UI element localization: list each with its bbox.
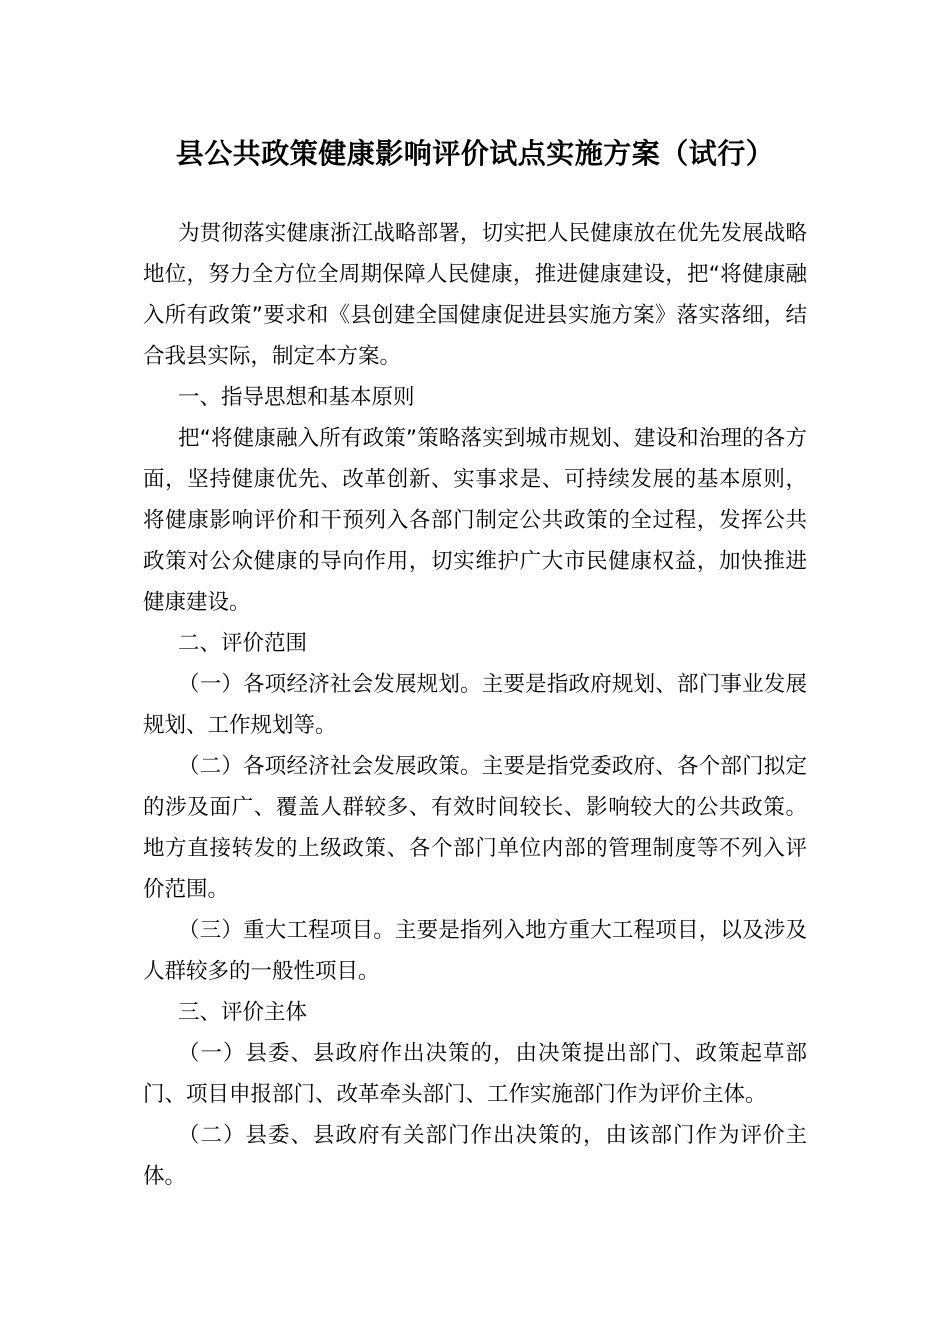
scope-item-plans: （一）各项经济社会发展规划。主要是指政府规划、部门事业发展规划、工作规划等。 — [143, 672, 807, 738]
section-heading-guiding-principles: 一、指导思想和基本原则 — [178, 385, 415, 410]
guiding-principles-paragraph: 把“将健康融入所有政策”策略落实到城市规划、建设和治理的各方面，坚持健康优先、改革创新、实事求是、可持续发展的基本原则，将健康影响评价和干预列入各部门制定公共政策的全过程，发挥公共政策对公众健康的导向作用，切实维护广大市民健康权益，加快推进健康建设。 — [143, 426, 807, 615]
intro-paragraph: 为贯彻落实健康浙江战略部署，切实把人民健康放在优先发展战略地位，努力全方位全周期保障人民健康，推进健康建设，把“将健康融入所有政策”要求和《县创建全国健康促进县实施方案》落实落细，结合我县实际，制定本方案。 — [143, 221, 807, 369]
section-heading-evaluation-scope: 二、评价范围 — [178, 631, 308, 656]
document-title: 县公共政策健康影响评价试点实施方案（试行） — [175, 137, 775, 170]
subject-item-department-decisions: （二）县委、县政府有关部门作出决策的，由该部门作为评价主体。 — [143, 1123, 807, 1189]
scope-item-projects: （三）重大工程项目。主要是指列入地方重大工程项目，以及涉及人群较多的一般性项目。 — [143, 918, 807, 984]
section-heading-evaluation-subject: 三、评价主体 — [178, 1000, 308, 1025]
document-body — [143, 213, 807, 1197]
subject-item-county-decisions: （一）县委、县政府作出决策的，由决策提出部门、政策起草部门、项目申报部门、改革牵头部门、工作实施部门作为评价主体。 — [143, 1041, 807, 1107]
scope-item-policies: （二）各项经济社会发展政策。主要是指党委政府、各个部门拟定的涉及面广、覆盖人群较多、有效时间较长、影响较大的公共政策。地方直接转发的上级政策、各个部门单位内部的管理制度等不列入评价范围。 — [143, 754, 807, 902]
